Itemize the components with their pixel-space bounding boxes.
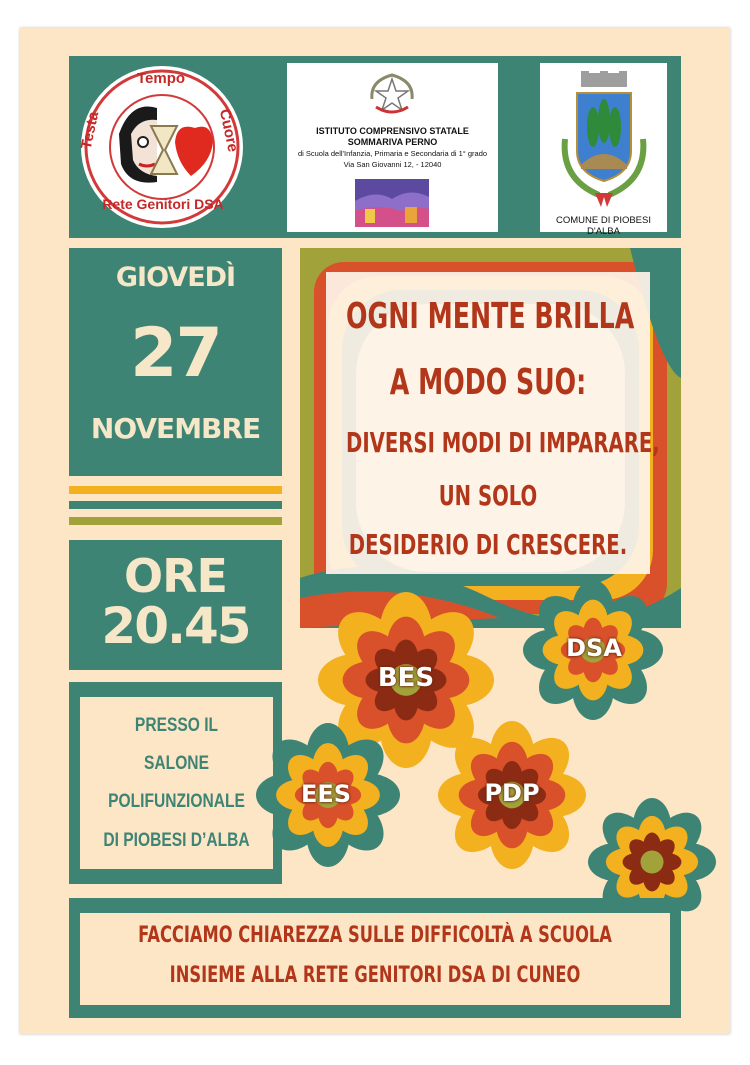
motto-line: UN SOLO [438,479,538,512]
motto-line: OGNI MENTE BRILLA [346,296,635,337]
logo-bottom-text: Rete Genitori DSA [102,196,224,212]
school-name-line1: ISTITUTO COMPRENSIVO STATALE [316,126,469,136]
venue-line: SALONE [144,753,209,774]
logo-left-text: Testa [77,110,103,151]
motto-line: DESIDERIO DI CRESCERE. [348,528,628,561]
footer-line: INSIEME ALLA RETE GENITORI DSA DI CUNEO [169,963,581,988]
event-time: 20.45 [101,597,250,655]
motto-line: A MODO SUO: [389,362,587,403]
logo-right-text: Cuore [215,107,242,154]
flower-label-bes: BES [377,663,435,693]
footer-box [80,913,670,1005]
event-date-number: 27 [130,314,221,393]
venue-line: POLIFUNZIONALE [108,791,245,812]
school-levels: di Scuola dell'Infanzia, Primaria e Secondaria di 1° grado [297,149,488,158]
school-address: Via San Giovanni 12, - 12040 [343,160,442,169]
event-month: NOVEMBRE [90,412,261,445]
comune-caption: COMUNE DI PIOBESI D'ALBA [555,215,651,237]
flower-label-pdp: PDP [484,779,540,807]
footer-line: FACCIAMO CHIAREZZA SULLE DIFFICOLTÀ A SCUOLA [138,923,612,948]
flower-label-dsa: DSA [566,634,622,662]
motto-line: DIVERSI MODI DI IMPARARE, [346,426,660,459]
event-time-label: ORE [124,549,227,603]
flower-label-ees: EES [300,780,352,808]
logo-top-text: Tempo [137,70,186,87]
event-day: GIOVEDÌ [115,262,236,293]
venue-line: PRESSO IL [134,715,219,736]
venue-line: DI PIOBESI D’ALBA [103,830,250,851]
school-name-line2: SOMMARIVA PERNO [347,137,438,147]
